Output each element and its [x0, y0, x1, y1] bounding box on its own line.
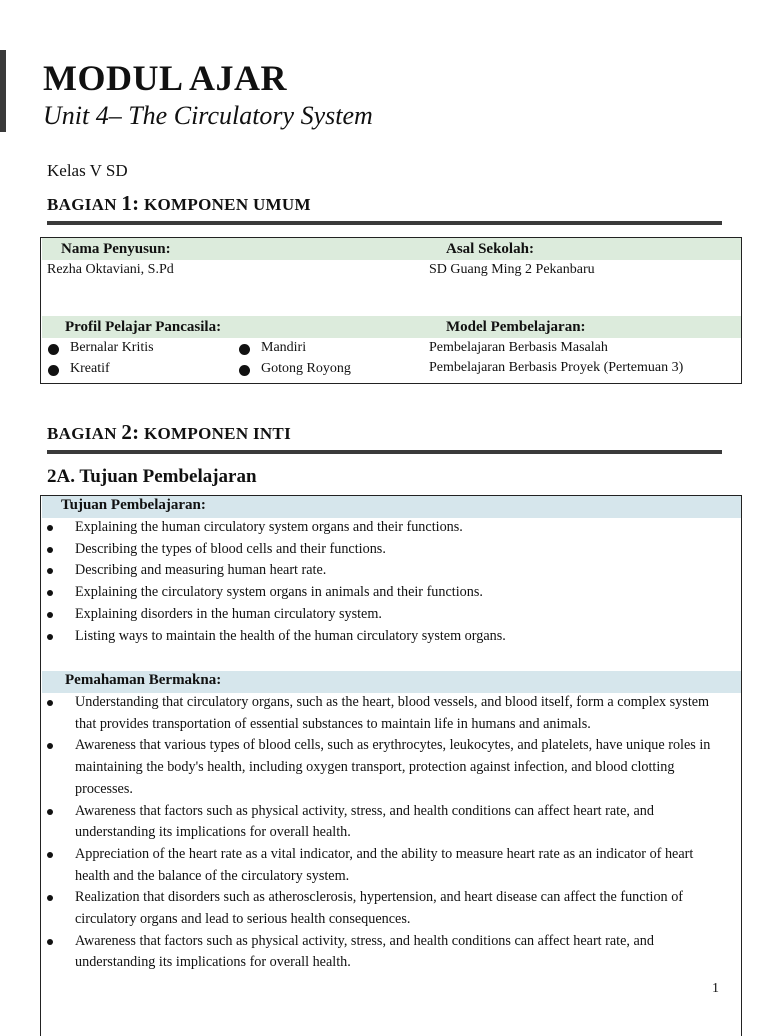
- list-item: Appreciation of the heart rate as a vital indicator, and the ability to measure heart rate as an indicator of heart health and the balance of the circulatory system.: [41, 844, 739, 887]
- list-item: Describing and measuring human heart rate.: [41, 560, 739, 582]
- section-2-number: 2:: [121, 420, 140, 444]
- bullet-icon: [239, 344, 250, 355]
- list-item: Realization that disorders such as atherosclerosis, hypertension, and heart disease can affect the function of circulatory organs and lead to serious health consequences.: [41, 887, 739, 930]
- school-label: Asal Sekolah:: [446, 241, 534, 257]
- grade-level: Kelas V SD: [47, 161, 128, 180]
- list-item: Awareness that factors such as physical activity, stress, and health conditions can affect heart rate, and understanding its implications for overall health.: [41, 931, 739, 974]
- section-1-rule: [47, 221, 722, 225]
- list-item: Awareness that factors such as physical activity, stress, and health conditions can affect heart rate, and understanding its implications for overall health.: [41, 801, 739, 844]
- list-item: Understanding that circulatory organs, such as the heart, blood vessels, and blood itself, form a complex system that provides transportation of essential substances to maintain life in humans and animals.: [41, 692, 739, 735]
- section-2-prefix: BAGIAN: [47, 424, 122, 443]
- list-item: Explaining the human circulatory system organs and their functions.: [41, 517, 739, 539]
- profile-item: Mandiri: [261, 340, 307, 355]
- section-2-heading: [47, 420, 291, 446]
- learning-objectives-heading: 2A. Tujuan Pembelajaran: [47, 466, 257, 487]
- section-1-prefix: BAGIAN: [47, 195, 122, 214]
- general-components-table: [40, 237, 742, 384]
- profile-item: Kreatif: [70, 361, 110, 376]
- school-value: SD Guang Ming 2 Pekanbaru: [429, 262, 595, 277]
- model-item: Pembelajaran Berbasis Masalah: [429, 340, 608, 355]
- bullet-icon: [239, 365, 250, 376]
- author-label: Nama Penyusun:: [61, 241, 171, 257]
- model-item: Pembelajaran Berbasis Proyek (Pertemuan 3): [429, 360, 684, 375]
- model-label: Model Pembelajaran:: [446, 319, 586, 335]
- learning-objectives-table: [40, 495, 742, 1036]
- bullet-icon: [48, 365, 59, 376]
- list-item: Explaining the circulatory system organs in animals and their functions.: [41, 582, 739, 604]
- author-value: Rezha Oktaviani, S.Pd: [47, 262, 174, 277]
- profile-item: Bernalar Kritis: [70, 340, 154, 355]
- list-item: Describing the types of blood cells and their functions.: [41, 539, 739, 561]
- meaning-list: [41, 692, 739, 974]
- section-1-heading: [47, 191, 311, 217]
- document-title: MODUL AJAR: [43, 58, 288, 98]
- list-item: Awareness that various types of blood cells, such as erythrocytes, leukocytes, and platelets, have unique roles in maintaining the body's health, including oxygen transport, protection against infection, and blood clotting processes.: [41, 735, 739, 800]
- section-1-suffix: KOMPONEN UMUM: [139, 195, 311, 214]
- list-item: Explaining disorders in the human circulatory system.: [41, 604, 739, 626]
- section-2-suffix: KOMPONEN INTI: [139, 424, 291, 443]
- objectives-label: Tujuan Pembelajaran:: [61, 497, 206, 513]
- section-2-rule: [47, 450, 722, 454]
- section-1-number: 1:: [121, 191, 140, 215]
- document-subtitle: Unit 4– The Circulatory System: [43, 101, 373, 130]
- side-accent-bar: [0, 50, 6, 132]
- list-item: Listing ways to maintain the health of the human circulatory system organs.: [41, 626, 739, 648]
- profile-label: Profil Pelajar Pancasila:: [65, 319, 222, 335]
- page-number: 1: [712, 981, 719, 996]
- meaning-label: Pemahaman Bermakna:: [65, 672, 222, 688]
- profile-item: Gotong Royong: [261, 361, 351, 376]
- objectives-list: [41, 517, 739, 647]
- bullet-icon: [48, 344, 59, 355]
